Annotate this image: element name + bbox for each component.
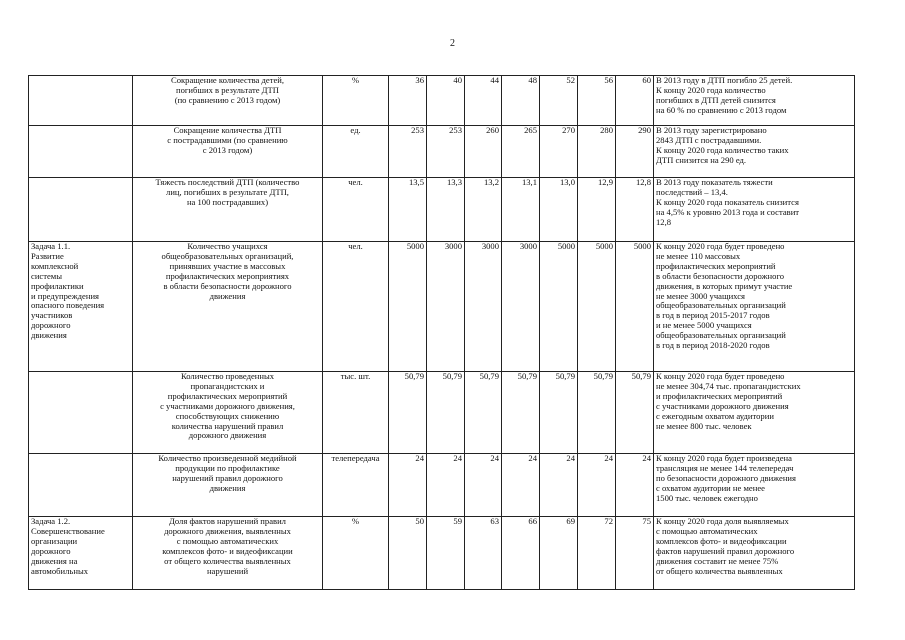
indicator-line: нарушений [206,565,249,576]
comment-line: комплексов фото- и видеофиксации [656,535,787,546]
value-cell: 52 [540,76,578,126]
value-cell: 59 [427,517,465,590]
comment-line: погибших в ДТП детей снизится [656,94,776,105]
comment-line: не менее 3000 учащихся [656,290,745,301]
unit-cell: телепередача [323,454,389,517]
task-line: опасного поведения [31,300,105,311]
unit-cell: чел. [323,242,389,372]
value-cell: 253 [427,126,465,178]
value-cell: 13,5 [389,178,427,242]
indicator-cell [133,126,323,178]
indicator-cell [133,517,323,590]
indicator-line: Количество проведенных [180,371,275,381]
value-cell: 5000 [578,242,616,372]
value-cell: 265 [502,126,540,178]
indicator-line: Сокращение количества детей, [170,75,285,85]
indicator-cell [133,372,323,454]
comment-cell [654,126,855,178]
value-cell: 24 [540,454,578,517]
value-cell: 13,3 [427,178,465,242]
value-cell: 3000 [502,242,540,372]
value-cell: 63 [465,517,502,590]
comment-line: 1500 тыс. человек ежегодно [656,492,758,503]
indicator-line: количества нарушений правил [171,420,284,431]
table-body [29,76,855,590]
task-line: движения [31,330,67,341]
table-row [29,242,855,372]
indicator-line: движения [209,482,246,493]
comment-line: с ежегодным охватом аудитории [656,410,774,421]
indicator-line: принявших участие в массовых [169,260,286,271]
indicator-line: лиц, погибших в результате ДТП, [166,186,289,197]
comment-line: в области безопасности дорожного [656,270,785,281]
comment-line: движения составит не менее 75% [656,555,779,566]
indicator-cell [133,178,323,242]
indicator-cell [133,454,323,517]
comment-line: общеобразовательных организаций [656,330,786,341]
indicator-line: Сокращение количества ДТП [173,125,282,135]
comment-line: трансляция не менее 144 телепередач [656,462,794,473]
comment-line: движения, в которых примут участие [656,280,793,291]
value-cell: 12,8 [616,178,654,242]
value-cell: 24 [465,454,502,517]
value-cell: 24 [616,454,654,517]
value-cell: 50,79 [616,372,654,454]
comment-line: в год в период 2015-2017 годов [656,310,770,321]
comment-line: 2843 ДТП с пострадавшими. [656,134,762,145]
value-cell: 60 [616,76,654,126]
indicator-line: пропагандистских и [190,380,265,391]
task-line: Задача 1.1. [31,241,71,251]
value-cell: 13,1 [502,178,540,242]
indicator-line: Тяжесть последствий ДТП (количество [155,177,300,187]
comment-line: не менее 110 массовых [656,250,741,261]
task-line: Развитие [31,250,64,261]
task-line: организации [31,535,78,546]
value-cell: 50,79 [540,372,578,454]
comment-line: К концу 2020 года количество [656,84,766,95]
comment-line: не менее 304,74 тыс. пропагандистских [656,380,801,391]
indicator-line: продукции по профилактике [175,462,280,473]
comment-line: К концу 2020 года будет произведена [656,453,792,463]
table-row [29,517,855,590]
table-row [29,454,855,517]
comment-line: В 2013 году в ДТП погибло 25 детей. [656,75,793,85]
comment-line: по безопасности дорожного движения [656,472,796,483]
unit-cell: % [323,76,389,126]
indicator-line: нарушений правил дорожного [172,472,283,483]
comment-line: не менее 800 тыс. человек [656,420,752,431]
comment-line: К концу 2020 года будет проведено [656,371,785,381]
value-cell: 69 [540,517,578,590]
indicator-line: с помощью автоматических [176,535,279,546]
indicators-table [28,75,855,590]
indicator-cell [133,76,323,126]
task-line: автомобильных [31,565,89,576]
value-cell: 260 [465,126,502,178]
value-cell: 50,79 [389,372,427,454]
indicator-line: общеобразовательных организаций, [161,250,294,261]
indicator-line: погибших в результате ДТП [176,84,279,95]
value-cell: 12,9 [578,178,616,242]
value-cell: 290 [616,126,654,178]
unit-cell: чел. [323,178,389,242]
value-cell: 72 [578,517,616,590]
value-cell: 270 [540,126,578,178]
comment-line: 12,8 [656,216,672,227]
task-line: Совершенствование [31,525,105,536]
value-cell: 50,79 [578,372,616,454]
table-row [29,126,855,178]
value-cell: 13,2 [465,178,502,242]
task-line: дорожного [31,320,71,331]
task-cell [29,178,133,242]
table-row [29,178,855,242]
indicator-line: с участниками дорожного движения, [160,400,295,411]
indicator-line: дорожного движения [188,430,267,441]
value-cell: 50,79 [502,372,540,454]
value-cell: 40 [427,76,465,126]
task-line: профилактики [31,280,84,291]
comment-cell [654,76,855,126]
value-cell: 24 [578,454,616,517]
comment-cell [654,517,855,590]
indicator-line: Количество учащихся [187,241,268,251]
comment-line: на 60 % по сравнению с 2013 годом [656,104,787,115]
task-line: и предупреждения [31,290,99,301]
comment-line: от общего количества выявленных [656,565,783,576]
task-cell [29,242,133,372]
value-cell: 66 [502,517,540,590]
indicator-line: профилактических мероприятий [167,390,288,401]
comment-cell [654,372,855,454]
indicator-line: Количество произведенной медийной [158,453,297,463]
value-cell: 5000 [540,242,578,372]
value-cell: 5000 [389,242,427,372]
indicator-line: профилактических мероприятиях [165,270,290,281]
indicator-line: с пострадавшими (по сравнению [167,134,288,145]
indicator-cell [133,242,323,372]
value-cell: 280 [578,126,616,178]
comment-line: с помощью автоматических [656,525,758,536]
value-cell: 3000 [465,242,502,372]
value-cell: 44 [465,76,502,126]
value-cell: 50,79 [465,372,502,454]
value-cell: 75 [616,517,654,590]
task-cell [29,454,133,517]
task-cell [29,517,133,590]
task-line: системы [31,270,63,281]
value-cell: 24 [427,454,465,517]
comment-cell [654,242,855,372]
value-cell: 3000 [427,242,465,372]
indicator-line: движения [209,290,246,301]
comment-line: К концу 2020 года будет проведено [656,241,785,251]
comment-line: и профилактических мероприятий [656,390,783,401]
task-cell [29,372,133,454]
indicator-line: Доля фактов нарушений правил [169,516,286,526]
comment-line: с участниками дорожного движения [656,400,789,411]
indicator-line: дорожного движения, выявленных [164,525,291,536]
value-cell: 50 [389,517,427,590]
task-line: Задача 1.2. [31,516,71,526]
comment-cell [654,454,855,517]
indicator-line: (по сравнению с 2013 годом) [174,94,281,105]
comment-line: ДТП снизится на 290 ед. [656,154,747,165]
task-cell [29,126,133,178]
value-cell: 253 [389,126,427,178]
value-cell: 24 [389,454,427,517]
task-line: дорожного [31,545,71,556]
table-row [29,372,855,454]
indicator-line: от общего количества выявленных [164,555,291,566]
indicator-line: способствующих снижению [175,410,280,421]
comment-line: фактов нарушений правил дорожного [656,545,795,556]
unit-cell: тыс. шт. [323,372,389,454]
comment-line: общеобразовательных организаций [656,300,786,311]
task-line: участников [31,310,73,321]
value-cell: 56 [578,76,616,126]
table-row [29,76,855,126]
comment-line: профилактических мероприятий [656,260,776,271]
unit-cell: % [323,517,389,590]
indicator-line: комплексов фото- и видеофиксации [162,545,293,556]
comment-cell [654,178,855,242]
comment-line: К концу 2020 года показатель снизится [656,196,799,207]
value-cell: 50,79 [427,372,465,454]
indicator-line: с 2013 годом) [202,144,253,155]
task-line: комплексной [31,260,79,271]
value-cell: 36 [389,76,427,126]
unit-cell: ед. [323,126,389,178]
value-cell: 24 [502,454,540,517]
comment-line: и не менее 5000 учащихся [656,320,752,331]
page-number: 2 [450,38,455,49]
indicator-line: в области безопасности дорожного [163,280,292,291]
comment-line: К концу 2020 года доля выявляемых [656,516,789,526]
comment-line: В 2013 году показатель тяжести [656,177,773,187]
comment-line: на 4,5% к уровню 2013 года и составит [656,206,800,217]
comment-line: К концу 2020 года количество таких [656,144,789,155]
value-cell: 5000 [616,242,654,372]
task-line: движения на [31,555,78,566]
value-cell: 13,0 [540,178,578,242]
indicator-line: на 100 пострадавших) [186,196,269,207]
value-cell: 48 [502,76,540,126]
task-cell [29,76,133,126]
comment-line: последствий – 13,4. [656,186,728,197]
comment-line: В 2013 году зарегистрировано [656,125,767,135]
comment-line: с охватом аудитории не менее [656,482,765,493]
comment-line: в год в период 2018-2020 годов [656,340,770,351]
